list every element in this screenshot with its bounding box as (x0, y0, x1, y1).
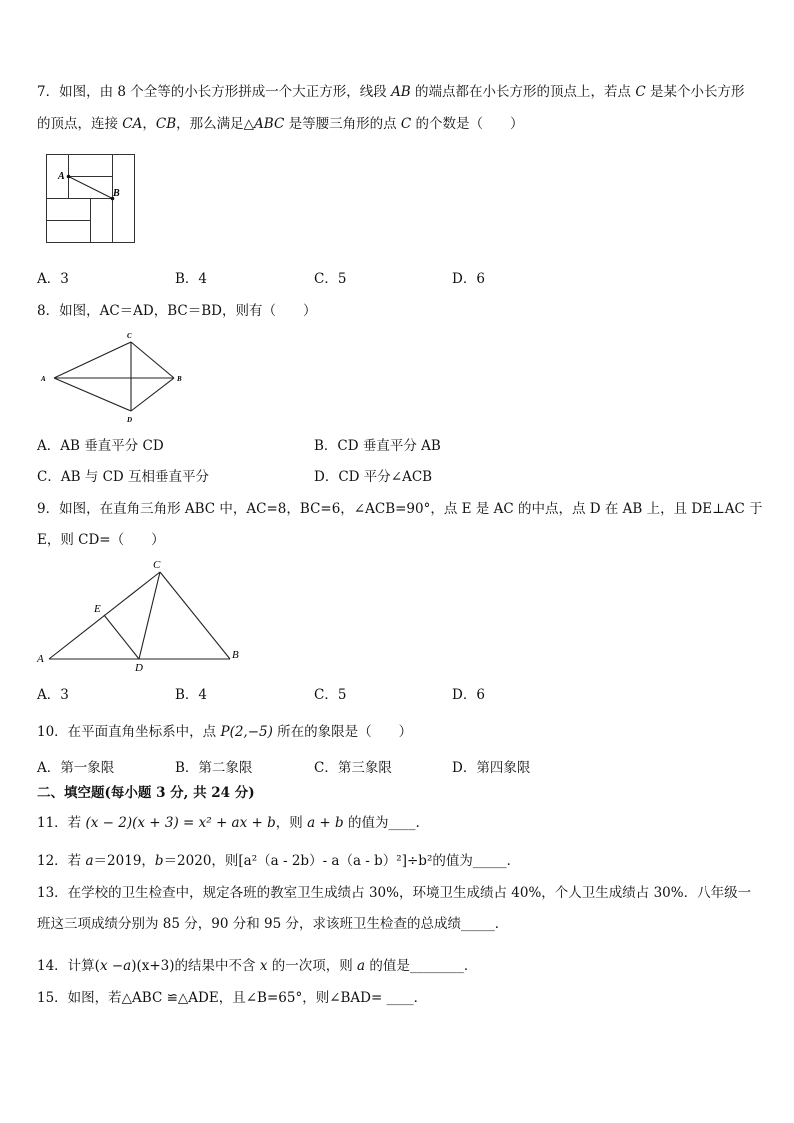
q9-right-triangle-figure (33, 555, 248, 675)
q7-option-d[interactable]: D．6 (452, 271, 485, 287)
q8-label-d: D (127, 416, 133, 424)
q9-label-c: C (153, 559, 161, 571)
q10-option-b[interactable]: B．第二象限 (175, 760, 253, 776)
q7-option-c[interactable]: C．5 (314, 271, 347, 287)
q8-option-d[interactable]: D．CD 平分∠ACB (314, 469, 433, 485)
q9-label-b: B (232, 649, 239, 661)
q8-label-a: A (41, 375, 46, 383)
q11-stem: 11．若 (x − 2)(x + 3) = x² + ax + b，则 a + b 的值为____. (37, 815, 420, 831)
q12-stem: 12．若 a＝2019，b＝2020，则[a²（a - 2b）- a（a - b）²]÷b²的值为_____． (37, 853, 521, 869)
q8-option-b[interactable]: B．CD 垂直平分 AB (314, 438, 441, 454)
q7-segment-ab (69, 177, 113, 199)
q8-label-c: C (127, 332, 132, 340)
q8-label-b: B (177, 375, 182, 383)
section-title-fill-in: 二、填空题(每小题 3 分, 共 24 分) (37, 785, 255, 801)
q9-option-b[interactable]: B．4 (175, 687, 208, 703)
q9-label-e: E (94, 603, 101, 615)
q8-option-c[interactable]: C．AB 与 CD 互相垂直平分 (37, 469, 210, 485)
q9-label-d: D (135, 662, 143, 674)
q7-label-b: B (113, 188, 120, 199)
q9-option-d[interactable]: D．6 (452, 687, 485, 703)
q7-stem-line2: 的顶点，连接 CA，CB，那么满足△ABC 是等腰三角形的点 C 的个数是（ ） (37, 116, 524, 132)
q7-point-a (67, 175, 71, 179)
q7-stem-line1: 7．如图，由 8 个全等的小长方形拼成一个大正方形，线段 AB 的端点都在小长方形的顶点上，若点 C 是某个小长方形 (37, 84, 745, 100)
q9-option-a[interactable]: A．3 (37, 687, 69, 703)
q10-option-d[interactable]: D．第四象限 (452, 760, 531, 776)
q7-rectangle-grid-figure (44, 152, 140, 246)
q13-stem-line2: 班这三项成绩分别为 85 分，90 分和 95 分，求该班卫生检查的总成绩_____． (37, 916, 509, 932)
q13-stem-line1: 13．在学校的卫生检查中，规定各班的教室卫生成绩占 30%，环境卫生成绩占 40%，个人卫生成绩占 30%．八年级一 (37, 885, 752, 901)
q8-stem: 8．如图，AC＝AD，BC＝BD，则有（ ） (37, 303, 317, 319)
q9-stem-line2: E，则 CD=（ ） (37, 532, 165, 548)
q9-segment-cd (139, 572, 160, 659)
q8-kite-figure (38, 330, 188, 426)
q9-option-c[interactable]: C．5 (314, 687, 347, 703)
q9-segment-de (104, 615, 139, 659)
q10-stem: 10．在平面直角坐标系中，点 P(2,−5) 所在的象限是（ ） (37, 724, 413, 740)
q9-stem-line1: 9．如图，在直角三角形 ABC 中，AC=8，BC=6，∠ACB=90°，点 E 是 AC 的中点，点 D 在 AB 上，且 DE⊥AC 于 (37, 501, 763, 517)
q9-label-a: A (37, 653, 44, 665)
q9-segment-bc (160, 572, 230, 659)
q7-option-a[interactable]: A．3 (37, 271, 69, 287)
q10-option-a[interactable]: A．第一象限 (37, 760, 115, 776)
q7-option-b[interactable]: B．4 (175, 271, 208, 287)
q8-option-a[interactable]: A．AB 垂直平分 CD (37, 438, 164, 454)
q15-stem: 15．如图，若△ABC ≌△ADE，且∠B=65°，则∠BAD= ____． (37, 990, 428, 1006)
q10-option-c[interactable]: C．第三象限 (314, 760, 392, 776)
q14-stem: 14．计算(x −a)(x+3)的结果中不含 x 的一次项，则 a 的值是________． (37, 958, 478, 974)
q7-label-a: A (58, 171, 65, 182)
